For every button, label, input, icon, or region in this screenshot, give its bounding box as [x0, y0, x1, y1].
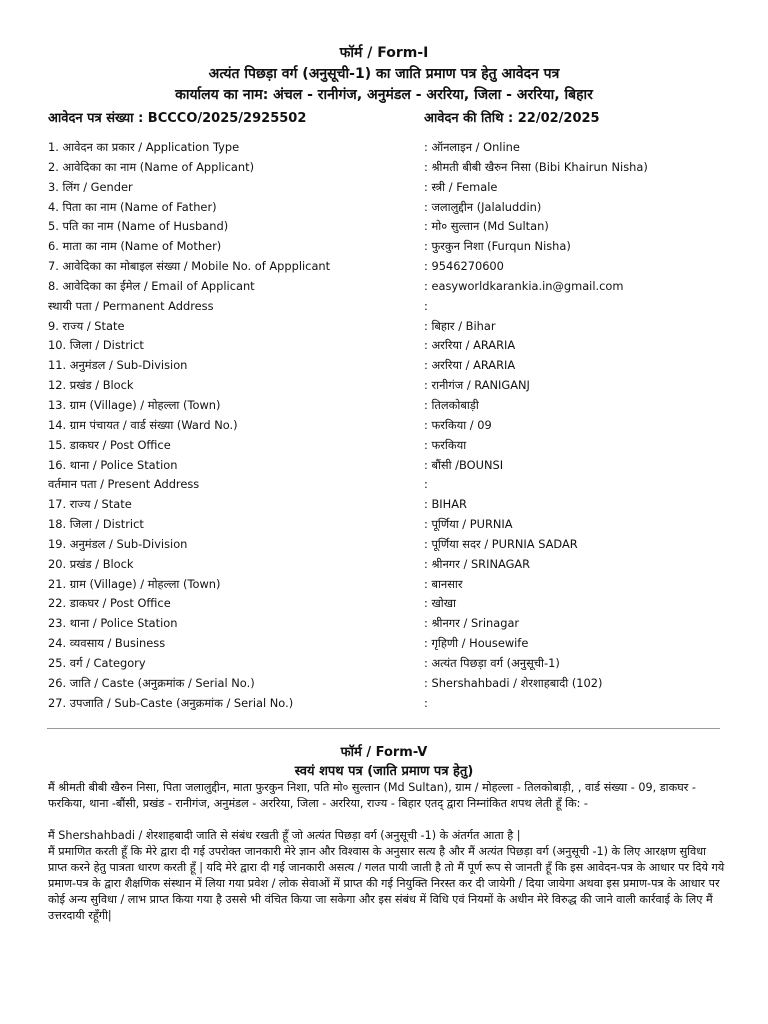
- field-row: [48, 575, 728, 595]
- field-value: : फुरकुन निशा (Furqun Nisha): [424, 239, 571, 254]
- form5-subtitle: स्वयं शपथ पत्र (जाति प्रमाण पत्र हेतु): [294, 764, 474, 779]
- form1-title: फॉर्म / Form-I: [339, 45, 429, 61]
- field-label: 18. जिला / District: [48, 517, 144, 532]
- field-label: 17. राज्य / State: [48, 497, 132, 512]
- field-row: [48, 634, 728, 654]
- field-value: : easyworldkarankia.in@gmail.com: [424, 278, 624, 293]
- field-label: वर्तमान पता / Present Address: [48, 477, 200, 492]
- field-value: : बिहार / Bihar: [424, 318, 496, 333]
- field-row: [48, 475, 728, 495]
- field-label: 16. थाना / Police Station: [48, 457, 178, 472]
- field-value: : खोखा: [424, 596, 456, 611]
- field-row: [48, 416, 728, 436]
- field-label: 19. अनुमंडल / Sub-Division: [48, 536, 188, 551]
- field-label: 24. व्यवसाय / Business: [48, 636, 166, 651]
- field-value: : BIHAR: [424, 497, 467, 512]
- form5-title: फॉर्म / Form-V: [340, 745, 428, 760]
- field-row: [48, 495, 728, 515]
- field-label: 12. प्रखंड / Block: [48, 378, 134, 393]
- application-number: आवेदन पत्र संख्या : BCCCO/2025/2925502: [48, 111, 307, 126]
- field-row: [48, 198, 728, 218]
- field-value: : स्त्री / Female: [424, 179, 498, 194]
- field-row: [48, 237, 728, 257]
- section-divider: [47, 728, 720, 729]
- field-row: [48, 277, 728, 297]
- field-label: 27. उपजाति / Sub-Caste (अनुक्रमांक / Serial No.): [48, 695, 294, 710]
- field-value: : रानीगंज / RANIGANJ: [424, 378, 530, 393]
- field-row: [48, 614, 728, 634]
- field-value: : फरकिया: [424, 437, 467, 452]
- field-row: [48, 138, 728, 158]
- field-value: : श्रीनगर / SRINAGAR: [424, 556, 531, 571]
- field-label: 25. वर्ग / Category: [48, 655, 146, 670]
- field-label: 11. अनुमंडल / Sub-Division: [48, 358, 188, 373]
- field-row: [48, 297, 728, 317]
- affidavit-declaration-caste: मैं Shershahbadi / शेरशाहबादी जाति से संबंध रखती हूँ जो अत्यंत पिछड़ा वर्ग (अनुसूची -1) के अंतर्गत आता है |: [48, 829, 521, 842]
- field-row: [48, 654, 728, 674]
- field-label: 1. आवेदन का प्रकार / Application Type: [48, 140, 240, 154]
- field-label: 8. आवेदिका का ईमेल / Email of Applicant: [48, 278, 255, 293]
- field-row: [48, 396, 728, 416]
- field-value: :: [424, 695, 428, 710]
- field-label: 23. थाना / Police Station: [48, 616, 178, 631]
- applicant-details-list: [48, 138, 728, 713]
- field-label: 4. पिता का नाम (Name of Father): [48, 199, 217, 214]
- field-row: [48, 336, 728, 356]
- field-row: [48, 158, 728, 178]
- field-value: : श्रीमती बीबी खैरुन निसा (Bibi Khairun Nisha): [424, 159, 648, 174]
- field-value: : 9546270600: [424, 259, 504, 274]
- field-row: [48, 594, 728, 614]
- field-value: : गृहिणी / Housewife: [424, 636, 529, 651]
- field-value: : अररिया / ARARIA: [424, 358, 516, 373]
- field-label: 7. आवेदिका का मोबाइल संख्या / Mobile No. of Appplicant: [48, 259, 331, 274]
- field-label: 10. जिला / District: [48, 338, 144, 353]
- field-label: 13. ग्राम (Village) / मोहल्ला (Town): [48, 397, 221, 412]
- field-label: 14. ग्राम पंचायत / वार्ड संख्या (Ward No.): [48, 417, 238, 432]
- field-value: : जलालुद्दीन (Jalaluddin): [424, 199, 542, 214]
- field-row: [48, 376, 728, 396]
- field-value: : मो० सुल्तान (Md Sultan): [424, 219, 549, 234]
- field-value: : Shershahbadi / शेरशाहबादी (102): [424, 675, 603, 690]
- field-row: [48, 535, 728, 555]
- field-value: : बानसार: [424, 576, 463, 591]
- field-label: 6. माता का नाम (Name of Mother): [48, 239, 222, 254]
- field-value: : पूर्णिया / PURNIA: [424, 517, 513, 532]
- field-label: 5. पति का नाम (Name of Husband): [48, 219, 229, 234]
- affidavit-declaration-truth: मैं प्रमाणित करती हूँ कि मेरे द्वारा दी गई उपरोक्त जानकारी मेरे ज्ञान और विश्वास के अनुसार सत्य है और मैं अत्यंत पिछड़ा वर्ग (अनुसूची -1) के लिए आरक्षण सुविधा प्राप्त करने हेतु पात्रता धारण करती हूँ | यदि मेरे द्वारा दी गई जानकारी असत्य / गलत पायी जाती है तो मैं पूर्ण रूप से जानती हूँ कि इस आवेदन-पत्र के आधार पर दिये गये प्रमाण-पत्र के द्वारा शैक्षणिक संस्थान में लिया गया प्रवेश / लोक सेवाओं में प्राप्त की गई नियुक्ति निरस्त कर दी जायेगी / दिया जायेगा अथवा इस प्रमाण-पत्र के आधार पर कोई अन्य सुविधा / लाभ प्राप्त किया गया है उससे भी वंचित किया जा सकेगा और इस संबंध में विधि एवं नियमों के अधीन मेरे विरुद्ध की जाने वाली कार्रवाई के लिए मैं उत्तरदायी रहूँगी|: [48, 845, 725, 922]
- field-label: 20. प्रखंड / Block: [48, 556, 134, 571]
- field-row: [48, 257, 728, 277]
- field-value: : अत्यंत पिछड़ा वर्ग (अनुसूची-1): [424, 655, 560, 670]
- field-row: [48, 217, 728, 237]
- field-value: : ऑनलाइन / Online: [424, 140, 520, 154]
- field-value: : फरकिया / 09: [424, 417, 492, 432]
- field-value: :: [424, 477, 428, 492]
- field-row: [48, 317, 728, 337]
- field-row: [48, 456, 728, 476]
- field-label: 26. जाति / Caste (अनुक्रमांक / Serial No.): [48, 675, 255, 690]
- field-label: 22. डाकघर / Post Office: [48, 596, 171, 611]
- field-label: स्थायी पता / Permanent Address: [48, 298, 214, 313]
- affidavit-intro: मैं श्रीमती बीबी खैरुन निसा, पिता जलालुद्दीन, माता फुरकुन निशा, पति मो० सुल्तान (Md Sultan), ग्राम / मोहल्ला - तिलकोबाड़ी, , वार्ड संख्या - 09, डाकघर - फरकिया, थाना -बौंसी, प्रखंड - रानीगंज, अनुमंडल - अररिया, जिला - अररिया, राज्य - बिहार एतद् द्वारा निम्नांकित शपथ लेती हूँ कि: -: [48, 781, 696, 810]
- field-value: : श्रीनगर / Srinagar: [424, 616, 520, 631]
- field-row: [48, 555, 728, 575]
- field-value: :: [424, 298, 428, 313]
- field-row: [48, 356, 728, 376]
- field-label: 2. आवेदिका का नाम (Name of Applicant): [48, 159, 255, 174]
- form1-subtitle: अत्यंत पिछड़ा वर्ग (अनुसूची-1) का जाति प्रमाण पत्र हेतु आवेदन पत्र: [208, 66, 560, 82]
- field-row: [48, 436, 728, 456]
- field-label: 21. ग्राम (Village) / मोहल्ला (Town): [48, 576, 221, 591]
- field-row: [48, 694, 728, 714]
- field-value: : बौंसी /BOUNSI: [424, 457, 504, 472]
- field-label: 9. राज्य / State: [48, 318, 125, 333]
- field-label: 15. डाकघर / Post Office: [48, 437, 171, 452]
- application-date: आवेदन की तिथि : 22/02/2025: [424, 111, 600, 126]
- field-row: [48, 674, 728, 694]
- field-value: : अररिया / ARARIA: [424, 338, 516, 353]
- field-row: [48, 178, 728, 198]
- field-value: : तिलकोबाड़ी: [424, 397, 479, 412]
- office-name: कार्यालय का नाम: अंचल - रानीगंज, अनुमंडल - अररिया, जिला - अररिया, बिहार: [175, 87, 593, 103]
- field-value: : पूर्णिया सदर / PURNIA SADAR: [424, 536, 578, 551]
- field-row: [48, 515, 728, 535]
- field-label: 3. लिंग / Gender: [48, 179, 133, 194]
